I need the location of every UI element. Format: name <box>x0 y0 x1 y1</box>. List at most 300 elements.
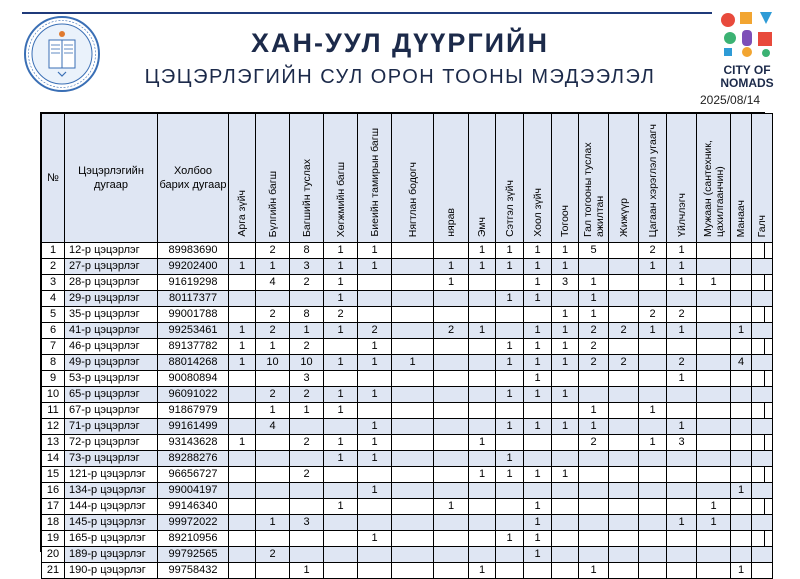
column-header-label: Багшийн туслах <box>300 159 313 237</box>
vacancy-count-cell: 1 <box>667 243 697 259</box>
vacancy-count-cell <box>290 547 324 563</box>
vacancy-count-cell <box>667 563 697 579</box>
vacancy-count-cell <box>752 451 773 467</box>
city-logo-line1: CITY OF <box>723 63 771 77</box>
table-row <box>42 355 773 371</box>
column-header <box>42 114 65 243</box>
vacancy-count-cell: 1 <box>496 243 524 259</box>
kindergarten-name-cell: 12-р цэцэрлэг <box>65 243 158 259</box>
vacancy-count-cell: 1 <box>667 259 697 275</box>
phone-number-cell: 99972022 <box>158 515 229 531</box>
vacancy-count-cell <box>609 419 639 435</box>
vacancy-count-cell <box>752 355 773 371</box>
vacancy-count-cell <box>731 243 752 259</box>
vacancy-count-cell: 1 <box>639 259 667 275</box>
kindergarten-name-cell: 41-р цэцэрлэг <box>65 323 158 339</box>
phone-number-cell: 89137782 <box>158 339 229 355</box>
kindergarten-name-cell: 144-р цэцэрлэг <box>65 499 158 515</box>
vacancy-count-cell <box>324 547 358 563</box>
row-number-cell: 14 <box>42 451 65 467</box>
kindergarten-name-cell: 27-р цэцэрлэг <box>65 259 158 275</box>
vacancy-count-cell: 1 <box>579 563 609 579</box>
vacancy-count-cell: 1 <box>469 563 496 579</box>
vacancy-count-cell <box>639 419 667 435</box>
column-header-label: № <box>47 172 59 184</box>
table-row <box>42 323 773 339</box>
vacancy-count-cell <box>552 563 579 579</box>
vacancy-count-cell: 1 <box>552 355 579 371</box>
column-header <box>290 114 324 243</box>
vacancy-count-cell: 1 <box>358 387 392 403</box>
vacancy-count-cell <box>392 483 434 499</box>
vacancy-count-cell: 1 <box>229 435 256 451</box>
vacancy-count-cell <box>392 371 434 387</box>
vacancy-count-cell: 4 <box>731 355 752 371</box>
phone-number-cell: 99253461 <box>158 323 229 339</box>
vacancy-count-cell: 1 <box>579 419 609 435</box>
vacancy-count-cell: 1 <box>524 515 552 531</box>
vacancy-count-cell <box>496 499 524 515</box>
vacancy-count-cell <box>392 547 434 563</box>
vacancy-count-cell <box>731 467 752 483</box>
vacancy-count-cell <box>697 243 731 259</box>
column-header-label: Хөгжмийн багш <box>334 161 347 237</box>
vacancy-count-cell <box>524 483 552 499</box>
column-header-label: Мужаан (сантехник, цахилгаанчин) <box>701 140 726 237</box>
vacancy-count-cell: 1 <box>524 355 552 371</box>
vacancy-count-cell: 1 <box>697 499 731 515</box>
vacancy-count-cell <box>392 499 434 515</box>
row-number-cell: 16 <box>42 483 65 499</box>
vacancy-count-cell: 1 <box>256 515 290 531</box>
vacancy-count-cell <box>229 275 256 291</box>
vacancy-count-cell <box>434 547 469 563</box>
vacancy-count-cell <box>496 371 524 387</box>
vacancy-count-cell: 1 <box>579 275 609 291</box>
table-row <box>42 291 773 307</box>
vacancy-count-cell <box>731 339 752 355</box>
vacancy-count-cell <box>469 419 496 435</box>
vacancy-count-cell <box>639 547 667 563</box>
vacancy-count-cell: 1 <box>667 515 697 531</box>
vacancy-count-cell: 1 <box>496 467 524 483</box>
city-of-nomads-logo-icon <box>716 6 778 96</box>
vacancy-count-cell: 1 <box>496 291 524 307</box>
vacancy-count-cell <box>392 323 434 339</box>
vacancy-count-cell <box>324 419 358 435</box>
table-row <box>42 515 773 531</box>
vacancy-count-cell <box>358 515 392 531</box>
vacancy-count-cell: 1 <box>496 387 524 403</box>
vacancy-count-cell <box>609 403 639 419</box>
vacancy-count-cell <box>324 483 358 499</box>
vacancy-count-cell <box>392 515 434 531</box>
column-header <box>469 114 496 243</box>
vacancy-count-cell <box>697 355 731 371</box>
kindergarten-name-cell: 29-р цэцэрлэг <box>65 291 158 307</box>
vacancy-count-cell <box>290 419 324 435</box>
column-header-label: Цагаан хэрэглэл угаагч <box>646 123 659 237</box>
vacancy-count-cell: 2 <box>579 355 609 371</box>
vacancy-count-cell <box>667 339 697 355</box>
vacancy-count-cell: 1 <box>256 403 290 419</box>
vacancy-count-cell <box>552 451 579 467</box>
vacancy-count-cell <box>392 403 434 419</box>
vacancy-count-cell <box>667 499 697 515</box>
vacancy-count-cell <box>609 275 639 291</box>
vacancy-count-cell: 1 <box>496 531 524 547</box>
vacancy-count-cell <box>667 291 697 307</box>
vacancy-count-cell <box>392 387 434 403</box>
vacancy-count-cell <box>609 451 639 467</box>
vacancy-count-cell <box>731 515 752 531</box>
vacancy-count-cell: 1 <box>469 243 496 259</box>
table-row <box>42 387 773 403</box>
column-header <box>697 114 731 243</box>
vacancy-count-cell: 1 <box>256 259 290 275</box>
vacancy-count-cell: 1 <box>324 499 358 515</box>
row-number-cell: 7 <box>42 339 65 355</box>
vacancy-count-cell: 2 <box>256 547 290 563</box>
vacancy-count-cell <box>752 387 773 403</box>
vacancy-count-cell <box>731 531 752 547</box>
vacancy-count-cell <box>552 515 579 531</box>
vacancy-count-cell <box>256 563 290 579</box>
vacancy-count-cell: 4 <box>256 419 290 435</box>
vacancy-count-cell <box>697 467 731 483</box>
vacancy-count-cell: 2 <box>579 435 609 451</box>
row-number-cell: 8 <box>42 355 65 371</box>
vacancy-count-cell <box>697 259 731 275</box>
vacancy-count-cell <box>434 403 469 419</box>
vacancy-count-cell <box>434 291 469 307</box>
phone-number-cell: 91619298 <box>158 275 229 291</box>
vacancy-count-cell: 2 <box>434 323 469 339</box>
vacancy-count-cell <box>324 531 358 547</box>
vacancy-count-cell <box>609 563 639 579</box>
vacancy-count-cell <box>579 499 609 515</box>
phone-number-cell: 99004197 <box>158 483 229 499</box>
vacancy-count-cell: 1 <box>324 243 358 259</box>
vacancy-count-cell <box>609 307 639 323</box>
vacancy-count-cell <box>697 451 731 467</box>
vacancy-count-cell <box>358 547 392 563</box>
vacancy-count-cell: 1 <box>358 419 392 435</box>
vacancy-count-cell <box>229 563 256 579</box>
vacancy-count-cell: 2 <box>667 355 697 371</box>
vacancy-count-cell <box>639 467 667 483</box>
vacancy-count-cell: 1 <box>524 323 552 339</box>
vacancy-count-cell <box>434 563 469 579</box>
vacancy-count-cell: 1 <box>290 323 324 339</box>
vacancy-count-cell <box>752 547 773 563</box>
column-header-label: Тогооч <box>559 205 571 237</box>
vacancy-count-cell <box>392 243 434 259</box>
city-logo-line2: NOMADS <box>720 76 774 90</box>
vacancy-count-cell <box>639 451 667 467</box>
vacancy-count-cell: 1 <box>731 483 752 499</box>
vacancy-count-cell <box>358 275 392 291</box>
vacancy-count-cell <box>579 531 609 547</box>
vacancy-count-cell <box>731 371 752 387</box>
vacancy-count-cell: 2 <box>639 243 667 259</box>
vacancy-count-cell <box>639 563 667 579</box>
vacancy-count-cell: 2 <box>290 467 324 483</box>
vacancy-count-cell <box>667 403 697 419</box>
column-header <box>358 114 392 243</box>
table-row <box>42 243 773 259</box>
kindergarten-name-cell: 49-р цэцэрлэг <box>65 355 158 371</box>
vacancy-count-cell: 1 <box>496 259 524 275</box>
vacancy-count-cell: 1 <box>290 403 324 419</box>
vacancy-count-cell: 1 <box>496 355 524 371</box>
vacancy-count-cell <box>697 563 731 579</box>
vacancy-count-cell <box>639 291 667 307</box>
vacancy-count-cell: 1 <box>256 339 290 355</box>
column-header-label: Холбоо барих дугаар <box>159 165 227 191</box>
vacancy-count-cell <box>752 243 773 259</box>
vacancy-count-cell <box>552 483 579 499</box>
vacancy-count-cell <box>324 339 358 355</box>
vacancy-count-cell: 1 <box>324 259 358 275</box>
vacancy-count-cell: 1 <box>324 275 358 291</box>
vacancy-count-cell: 1 <box>552 467 579 483</box>
vacancy-count-cell <box>697 387 731 403</box>
column-header <box>524 114 552 243</box>
table-header-row <box>42 114 773 243</box>
vacancy-count-cell <box>229 451 256 467</box>
vacancy-count-cell <box>609 483 639 499</box>
row-number-cell: 15 <box>42 467 65 483</box>
column-header-label: Биеийн тамирын багш <box>368 128 381 237</box>
vacancy-count-cell <box>731 387 752 403</box>
kindergarten-name-cell: 121-р цэцэрлэг <box>65 467 158 483</box>
vacancy-count-cell: 1 <box>358 531 392 547</box>
column-header-label: нярав <box>445 208 457 237</box>
report-date: 2025/08/14 <box>700 93 761 107</box>
vacancy-count-cell: 1 <box>731 563 752 579</box>
column-header <box>256 114 290 243</box>
vacancy-count-cell <box>469 451 496 467</box>
phone-number-cell: 96091022 <box>158 387 229 403</box>
vacancy-count-cell <box>752 563 773 579</box>
vacancy-count-cell <box>609 371 639 387</box>
vacancy-count-cell: 1 <box>524 419 552 435</box>
vacancy-count-cell <box>731 403 752 419</box>
vacancy-count-cell: 10 <box>256 355 290 371</box>
vacancy-count-cell: 1 <box>552 419 579 435</box>
vacancy-count-cell <box>639 499 667 515</box>
vacancy-count-cell: 5 <box>579 243 609 259</box>
vacancy-count-cell <box>552 531 579 547</box>
vacancy-count-cell <box>434 243 469 259</box>
vacancy-count-cell <box>667 451 697 467</box>
vacancy-count-cell <box>256 483 290 499</box>
vacancy-count-cell <box>358 467 392 483</box>
vacancy-count-cell <box>609 339 639 355</box>
row-number-cell: 20 <box>42 547 65 563</box>
vacancy-count-cell <box>496 323 524 339</box>
table-row <box>42 451 773 467</box>
kindergarten-name-cell: 46-р цэцэрлэг <box>65 339 158 355</box>
row-number-cell: 19 <box>42 531 65 547</box>
table-row <box>42 339 773 355</box>
column-header <box>552 114 579 243</box>
row-number-cell: 11 <box>42 403 65 419</box>
vacancy-count-cell: 1 <box>667 323 697 339</box>
vacancy-count-cell <box>392 291 434 307</box>
column-header <box>639 114 667 243</box>
kindergarten-name-cell: 35-р цэцэрлэг <box>65 307 158 323</box>
vacancy-count-cell <box>392 259 434 275</box>
vacancy-count-cell <box>639 275 667 291</box>
vacancy-count-cell <box>434 419 469 435</box>
vacancy-count-cell <box>229 243 256 259</box>
vacancy-count-cell: 1 <box>496 339 524 355</box>
vacancy-count-cell: 1 <box>667 419 697 435</box>
vacancy-count-cell <box>434 467 469 483</box>
vacancy-count-cell <box>229 531 256 547</box>
vacancy-count-cell <box>697 403 731 419</box>
column-header-label: Эмч <box>476 216 488 237</box>
kindergarten-name-cell: 190-р цэцэрлэг <box>65 563 158 579</box>
vacancy-count-cell: 1 <box>358 451 392 467</box>
vacancy-count-cell: 2 <box>290 275 324 291</box>
row-number-cell: 3 <box>42 275 65 291</box>
kindergarten-name-cell: 73-р цэцэрлэг <box>65 451 158 467</box>
vacancy-count-cell: 1 <box>524 243 552 259</box>
vacancy-count-cell <box>524 451 552 467</box>
vacancy-count-cell <box>290 291 324 307</box>
vacancy-count-cell: 1 <box>552 387 579 403</box>
vacancy-count-cell <box>256 291 290 307</box>
column-header <box>392 114 434 243</box>
vacancy-count-cell <box>552 499 579 515</box>
phone-number-cell: 93143628 <box>158 435 229 451</box>
phone-number-cell: 90080894 <box>158 371 229 387</box>
vacancy-count-cell <box>639 531 667 547</box>
vacancy-count-cell <box>469 355 496 371</box>
vacancy-count-cell: 2 <box>290 339 324 355</box>
vacancy-count-cell: 3 <box>667 435 697 451</box>
table-row <box>42 531 773 547</box>
vacancy-count-cell <box>434 339 469 355</box>
vacancy-count-cell <box>324 563 358 579</box>
phone-number-cell: 99001788 <box>158 307 229 323</box>
table-row <box>42 275 773 291</box>
vacancy-count-cell <box>256 531 290 547</box>
vacancy-count-cell <box>496 563 524 579</box>
vacancy-count-cell: 1 <box>358 355 392 371</box>
vacancy-count-cell: 1 <box>358 435 392 451</box>
vacancy-count-cell <box>667 531 697 547</box>
vacancy-count-cell <box>697 531 731 547</box>
vacancy-count-cell: 10 <box>290 355 324 371</box>
vacancy-count-cell <box>434 435 469 451</box>
vacancy-count-cell: 1 <box>552 243 579 259</box>
vacancy-count-cell <box>434 483 469 499</box>
vacancy-count-cell: 2 <box>579 339 609 355</box>
vacancy-count-cell <box>256 467 290 483</box>
vacancy-count-cell <box>358 307 392 323</box>
vacancy-count-cell <box>469 307 496 323</box>
vacancy-count-cell <box>290 483 324 499</box>
vacancy-count-cell <box>579 515 609 531</box>
vacancy-count-cell: 2 <box>579 323 609 339</box>
vacancy-count-cell: 1 <box>552 307 579 323</box>
vacancy-count-cell <box>229 515 256 531</box>
vacancy-count-cell <box>697 307 731 323</box>
vacancy-count-cell <box>579 387 609 403</box>
vacancy-count-cell <box>579 547 609 563</box>
vacancy-count-cell <box>229 467 256 483</box>
vacancy-count-cell: 1 <box>579 307 609 323</box>
vacancy-count-cell <box>697 547 731 563</box>
phone-number-cell: 91867979 <box>158 403 229 419</box>
vacancy-count-cell <box>731 291 752 307</box>
vacancy-count-cell <box>609 387 639 403</box>
column-header <box>496 114 524 243</box>
header-rule <box>22 12 712 14</box>
phone-number-cell: 88014268 <box>158 355 229 371</box>
column-header-label: Хоол зүйч <box>531 188 544 237</box>
vacancy-count-cell: 1 <box>358 339 392 355</box>
column-header <box>65 114 158 243</box>
row-number-cell: 12 <box>42 419 65 435</box>
row-number-cell: 17 <box>42 499 65 515</box>
row-number-cell: 13 <box>42 435 65 451</box>
vacancy-count-cell: 1 <box>524 371 552 387</box>
vacancy-count-cell <box>434 451 469 467</box>
vacancy-count-cell: 2 <box>324 307 358 323</box>
vacancy-count-cell: 3 <box>290 515 324 531</box>
vacancy-count-cell <box>434 515 469 531</box>
vacancy-count-cell <box>552 435 579 451</box>
vacancy-count-cell <box>752 307 773 323</box>
vacancy-count-cell <box>731 275 752 291</box>
vacancy-count-cell <box>290 499 324 515</box>
vacancy-count-cell: 1 <box>552 259 579 275</box>
vacancy-count-cell: 1 <box>229 339 256 355</box>
vacancy-count-cell: 1 <box>579 403 609 419</box>
vacancy-count-cell <box>256 499 290 515</box>
table-row <box>42 371 773 387</box>
vacancy-count-cell <box>434 355 469 371</box>
vacancy-count-cell <box>752 531 773 547</box>
vacancy-count-cell: 8 <box>290 307 324 323</box>
vacancy-count-cell <box>752 435 773 451</box>
vacancy-count-cell <box>469 547 496 563</box>
vacancy-count-cell: 2 <box>256 307 290 323</box>
vacancy-count-cell <box>752 467 773 483</box>
vacancy-count-cell <box>256 451 290 467</box>
vacancy-count-cell <box>639 371 667 387</box>
vacancy-count-cell <box>496 547 524 563</box>
vacancy-count-cell: 1 <box>324 291 358 307</box>
vacancy-count-cell <box>639 483 667 499</box>
vacancy-count-cell <box>358 291 392 307</box>
vacancy-count-cell <box>731 435 752 451</box>
vacancy-count-cell <box>229 387 256 403</box>
column-header <box>229 114 256 243</box>
vacancy-count-cell <box>697 339 731 355</box>
vacancy-count-cell: 1 <box>434 275 469 291</box>
vacancy-count-cell <box>609 243 639 259</box>
vacancy-count-cell <box>496 515 524 531</box>
column-header-label: Үйлчлэгч <box>675 193 688 237</box>
vacancy-count-cell <box>752 323 773 339</box>
vacancy-count-cell <box>524 435 552 451</box>
